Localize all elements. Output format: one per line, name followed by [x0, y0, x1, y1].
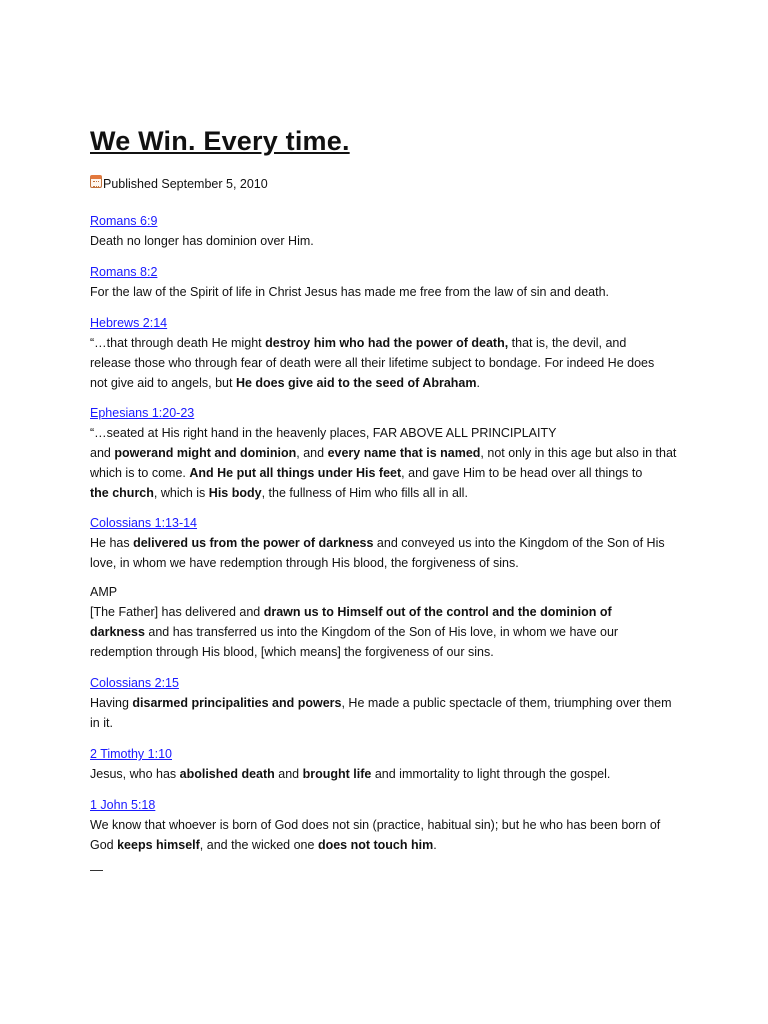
text-line: [90, 463, 690, 483]
text-segment: “…that through death He might: [90, 336, 266, 350]
text-segment: Having: [90, 696, 133, 710]
text-segment: , the fullness of Him who fills all in all.: [261, 486, 468, 500]
verse-link-hebrews-2-14[interactable]: Hebrews 2:14: [90, 316, 168, 330]
verse-block: [90, 403, 690, 503]
bold-text: disarmed principalities and powers: [132, 696, 342, 710]
text-segment: , He made a public spectacle of them, triumphing over them: [341, 696, 672, 710]
text-segment: and: [274, 767, 303, 781]
text-segment: , and gave Him to be head over all things to: [401, 466, 643, 480]
bold-text: powerand might and dominion: [114, 446, 297, 460]
text-line: [90, 693, 690, 713]
footer-dash: —: [90, 862, 103, 877]
text-segment: that is, the devil, and: [508, 336, 627, 350]
text-segment: [The Father] has delivered and: [90, 605, 264, 619]
text-line: [90, 602, 690, 622]
verse-text: [90, 423, 690, 503]
calendar-icon: [90, 175, 102, 188]
text-segment: which is to come.: [90, 466, 190, 480]
page-title: We Win. Every time.: [90, 126, 350, 156]
text-line: [90, 815, 690, 835]
text-line: [90, 533, 690, 553]
verse-link-2-timothy-1-10[interactable]: 2 Timothy 1:10: [90, 747, 172, 761]
published-text: Published September 5, 2010: [103, 177, 268, 191]
text-segment: seated at His right hand in the heavenly places, FAR ABOVE ALL PRINCIPLAITY: [106, 426, 557, 440]
verse-link-1-john-5-18[interactable]: 1 John 5:18: [90, 798, 156, 812]
bold-text: keeps himself: [117, 838, 200, 852]
amp-block: [90, 582, 690, 662]
verse-text: [90, 333, 690, 393]
text-line: [90, 282, 690, 302]
text-segment: Jesus, who has: [90, 767, 180, 781]
text-segment: , which is: [153, 486, 209, 500]
verse-text: [90, 533, 690, 573]
text-segment: in it.: [90, 716, 113, 730]
bold-text: does not touch him: [317, 838, 434, 852]
text-segment: and: [90, 446, 115, 460]
text-segment: , and: [296, 446, 328, 460]
text-line: [90, 231, 690, 251]
text-segment: He has: [90, 536, 134, 550]
text-segment: redemption through His blood, [which means] the forgiveness of our sins.: [90, 645, 494, 659]
text-segment: “…: [90, 426, 107, 440]
text-line: [90, 622, 690, 642]
text-line: [90, 582, 690, 602]
bold-text: drawn us to Himself out of the control and the dominion of: [263, 605, 612, 619]
text-line: [90, 835, 690, 855]
verse-block: [90, 262, 690, 302]
text-segment: , not only in this age but also in that: [480, 446, 677, 460]
text-segment: not give aid to angels, but: [90, 376, 236, 390]
bold-text: He does give aid to the seed of Abraham: [235, 376, 477, 390]
verse-text: [90, 282, 690, 302]
text-line: [90, 713, 690, 733]
text-line: [90, 443, 690, 463]
bold-text: delivered us from the power of darkness: [133, 536, 374, 550]
text-segment: We know that whoever is born of God does not sin (practice, habitual sin); but he who has been born of: [90, 818, 661, 832]
text-segment: AMP: [90, 585, 118, 599]
text-segment: .: [433, 838, 437, 852]
text-segment: , and the wicked one: [199, 838, 318, 852]
verse-text: [90, 764, 690, 784]
amp-text: [90, 582, 690, 662]
bold-text: the church: [90, 486, 154, 500]
text-line: [90, 642, 690, 662]
verse-text: [90, 231, 690, 251]
bold-text: And He put all things under His feet: [189, 466, 402, 480]
verse-block: [90, 795, 690, 855]
bold-text: brought life: [302, 767, 372, 781]
text-line: [90, 553, 690, 573]
text-line: [90, 423, 690, 443]
verse-block: [90, 513, 690, 573]
text-segment: God: [90, 838, 118, 852]
text-line: [90, 483, 690, 503]
bold-text: His body: [208, 486, 262, 500]
text-segment: love, in whom we have redemption through His blood, the forgiveness of sins.: [90, 556, 519, 570]
text-segment: and immortality to light through the gospel.: [371, 767, 611, 781]
verse-link-romans-6-9[interactable]: Romans 6:9: [90, 214, 158, 228]
verse-link-colossians-2-15[interactable]: Colossians 2:15: [90, 676, 179, 690]
verse-link-ephesians-1-20-23[interactable]: Ephesians 1:20-23: [90, 406, 195, 420]
bold-text: darkness: [90, 625, 145, 639]
verse-link-colossians-1-13-14[interactable]: Colossians 1:13-14: [90, 516, 198, 530]
verse-text: [90, 815, 690, 855]
text-segment: and has transferred us into the Kingdom of the Son of His love, in whom we have our: [144, 625, 619, 639]
verse-block: [90, 744, 690, 784]
verse-text: [90, 693, 690, 733]
text-line: [90, 353, 690, 373]
bold-text: destroy him who had the power of death,: [265, 336, 509, 350]
verse-block: [90, 673, 690, 733]
verse-link-romans-8-2[interactable]: Romans 8:2: [90, 265, 158, 279]
text-segment: For the law of the Spirit of life in Christ Jesus has made me free from the law of sin and death.: [90, 285, 609, 299]
verse-block: [90, 313, 690, 393]
text-line: [90, 764, 690, 784]
bold-text: abolished death: [179, 767, 275, 781]
text-segment: release those who through fear of death were all their lifetime subject to bondage. For indeed He does: [90, 356, 655, 370]
text-line: [90, 333, 690, 353]
verse-block: [90, 211, 690, 251]
text-line: [90, 373, 690, 393]
published-date: [90, 177, 268, 191]
text-segment: and conveyed us into the Kingdom of the Son of His: [373, 536, 665, 550]
bold-text: every name that is named: [327, 446, 481, 460]
text-segment: Death no longer has dominion over Him.: [90, 234, 314, 248]
text-segment: .: [476, 376, 480, 390]
